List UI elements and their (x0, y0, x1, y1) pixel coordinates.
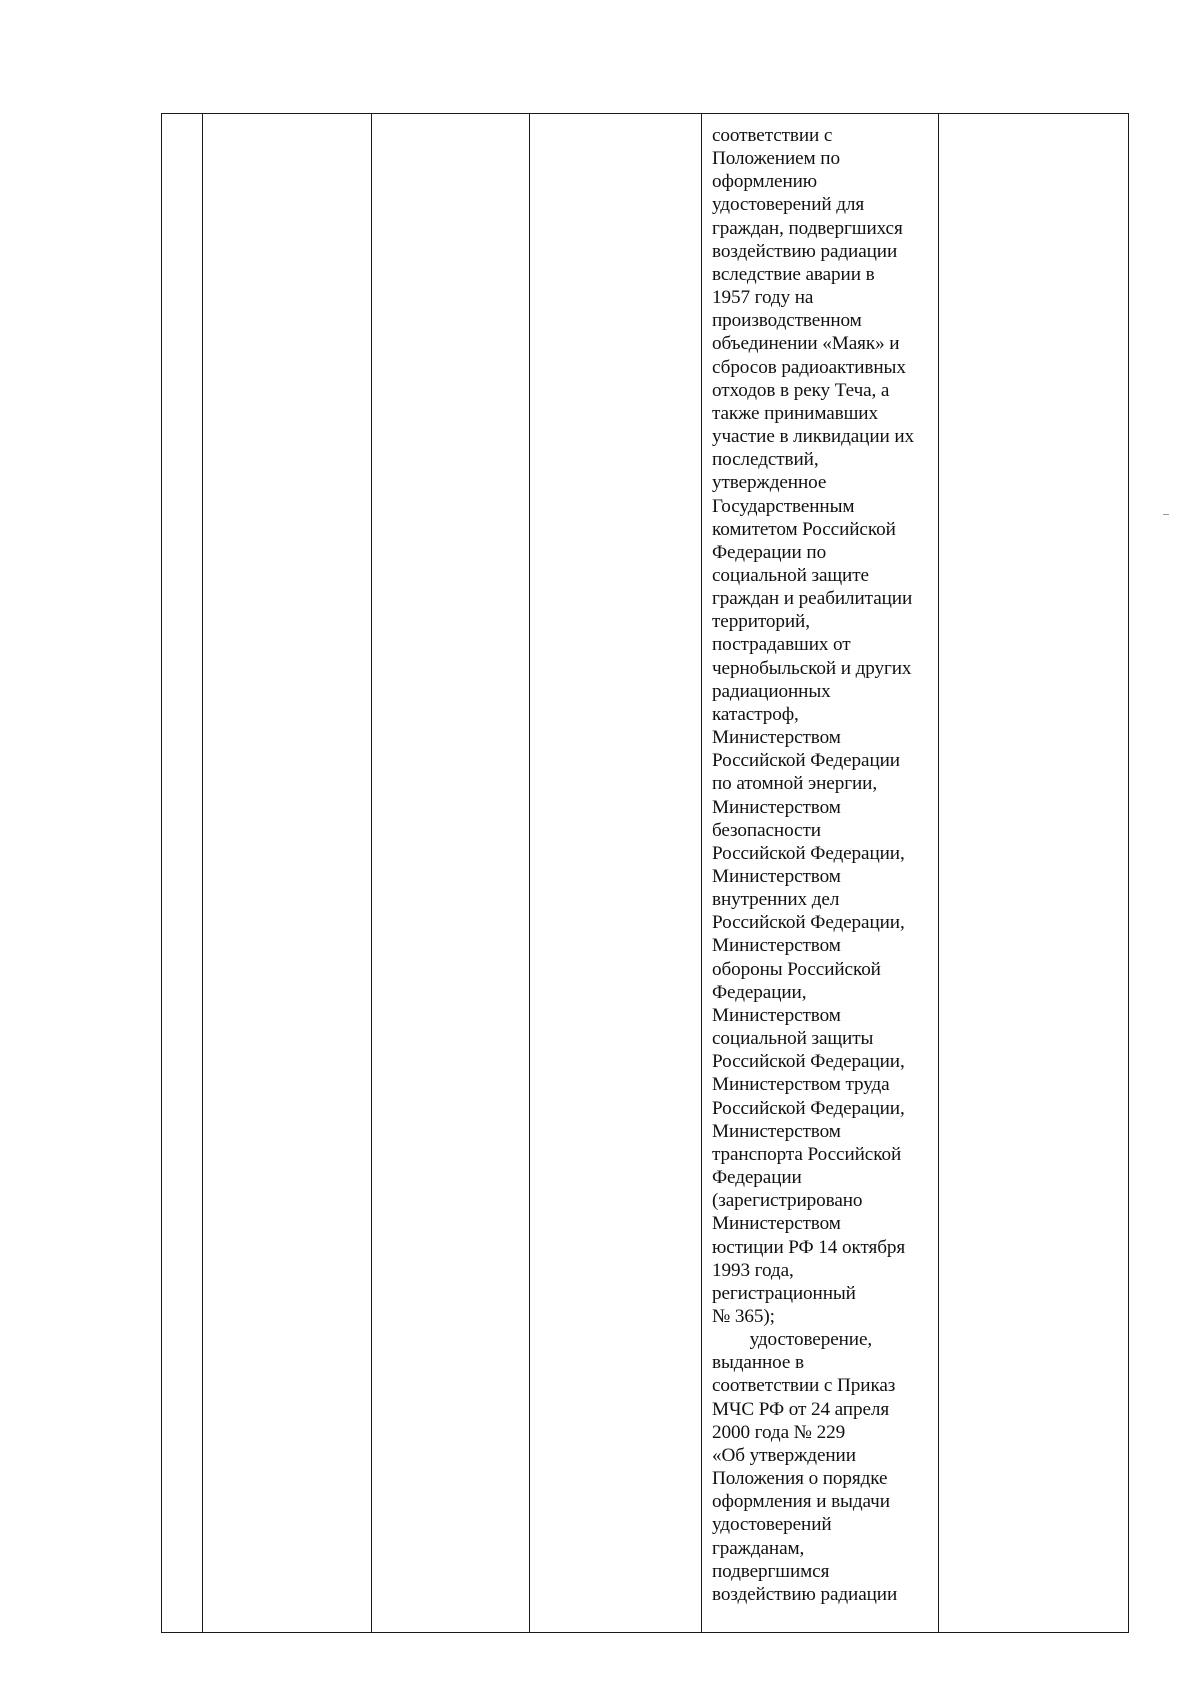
table-cell-column-6 (939, 114, 1129, 1633)
documents-cell-text: соответствии с Положением по оформлению удостоверений для граждан, подвергшихся воздействию радиации вследствие аварии в 1957 году на производственном объединении «Маяк» и сбросов радиоактивных отходов в реку Теча, а также принимавших участие в ликвидации их последствий, утвержденное Государственным комитетом Российской Федерации по социальной защите граждан и реабилитации территорий, пострадавших от чернобыльской и других радиационных катастроф, Министерством Российской Федерации по атомной энергии, Министерством безопасности Российской Федерации, Министерством внутренних дел Российской Федерации, Министерством обороны Российской Федерации, Министерством социальной защиты Российской Федерации, Министерством труда Российской Федерации, Министерством транспорта Российской Федерации (зарегистрировано Министерством юстиции РФ 14 октября 1993 года, регистрационный № 365); удостоверение, выданное в соответствии с Приказ МЧС РФ от 24 апреля 2000 года № 229 «Об утверждении Положения о порядке оформления и выдачи удостоверений гражданам, подвергшимся воздействию радиации (712, 125, 915, 1605)
table-cell-documents (702, 114, 939, 1633)
document-table (161, 113, 1129, 1633)
table-cell-number (162, 114, 203, 1633)
scan-artifact-mark (1163, 514, 1169, 515)
table-cell-column-2 (203, 114, 372, 1633)
table-cell-column-3 (372, 114, 530, 1633)
table-row (162, 114, 1129, 1633)
table-cell-column-4 (530, 114, 702, 1633)
